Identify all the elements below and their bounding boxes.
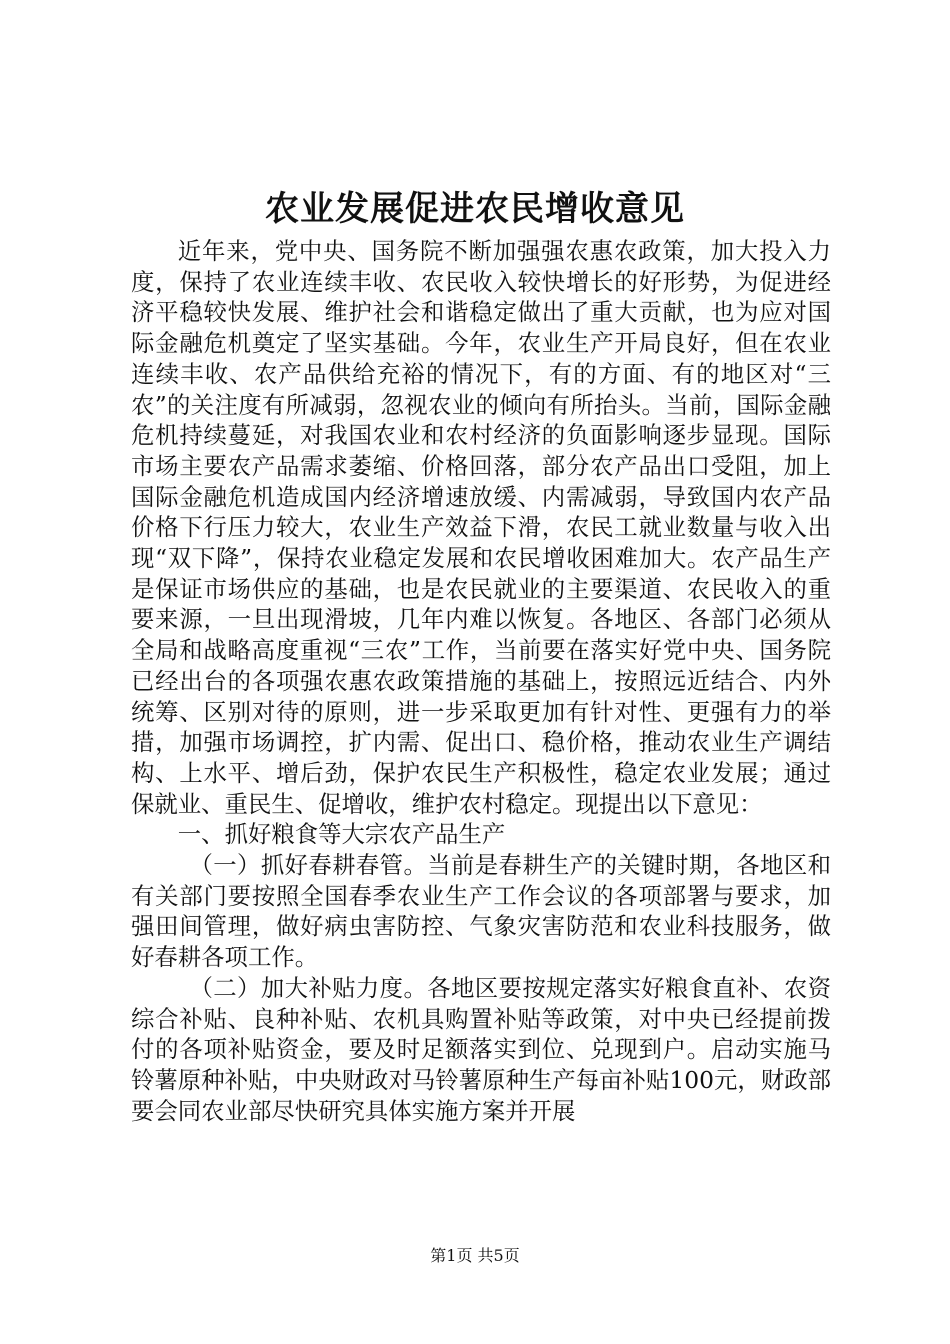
document-title: 农业发展促进农民增收意见 bbox=[265, 189, 685, 229]
paragraph-intro: 近年来，党中央、国务院不断加强强农惠农政策，加大投入力度，保持了农业连续丰收、农民收入较快增长的好形势，为促进经济平稳较快发展、维护社会和谐稳定做出了重大贡献，也为应对国际金融危机奠定了坚实基础。今年，农业生产开局良好，但在农业连续丰收、农产品供给充裕的情况下，有的方面、有的地区对“三农”的关注度有所减弱，忽视农业的倾向有所抬头。当前，国际金融危机持续蔓延，对我国农业和农村经济的负面影响逐步显现。国际市场主要农产品需求萎缩、价格回落，部分农产品出口受阻，加上国际金融危机造成国内经济增速放缓、内需减弱，导致国内农产品价格下行压力较大，农业生产效益下滑，农民工就业数量与收入出现“双下降”，保持农业稳定发展和农民增收困难加大。农产品生产是保证市场供应的基础，也是农民就业的主要渠道、农民收入的重要来源，一旦出现滑坡，几年内难以恢复。各地区、各部门必须从全局和战略高度重视“三农”工作，当前要在落实好党中央、国务院已经出台的各项强农惠农政策措施的基础上，按照远近结合、内外统筹、区别对待的原则，进一步采取更加有针对性、更强有力的举措，加强市场调控，扩内需、促出口、稳价格，推动农业生产调结构、上水平、增后劲，保护农民生产积极性，稳定农业发展；通过保就业、重民生、促增收，维护农村稳定。现提出以下意见： bbox=[131, 237, 831, 818]
paragraph-item-2: （二）加大补贴力度。各地区要按规定落实好粮食直补、农资综合补贴、良种补贴、农机具购置补贴等政策，对中央已经提前拨付的各项补贴资金，要及时足额落实到位、兑现到户。启动实施马铃薯原种补贴，中央财政对马铃薯原种生产每亩补贴100元，财政部要会同农业部尽快研究具体实施方案并开展 bbox=[131, 973, 831, 1125]
document-body bbox=[131, 236, 831, 1126]
section-heading-1: 一、抓好粮食等大宗农产品生产 bbox=[177, 820, 506, 849]
page-number-footer: 第1页 共5页 bbox=[430, 1246, 520, 1265]
paragraph-item-1: （一）抓好春耕春管。当前是春耕生产的关键时期，各地区和有关部门要按照全国春季农业生产工作会议的各项部署与要求，加强田间管理，做好病虫害防控、气象灾害防范和农业科技服务，做好春耕各项工作。 bbox=[131, 851, 831, 972]
